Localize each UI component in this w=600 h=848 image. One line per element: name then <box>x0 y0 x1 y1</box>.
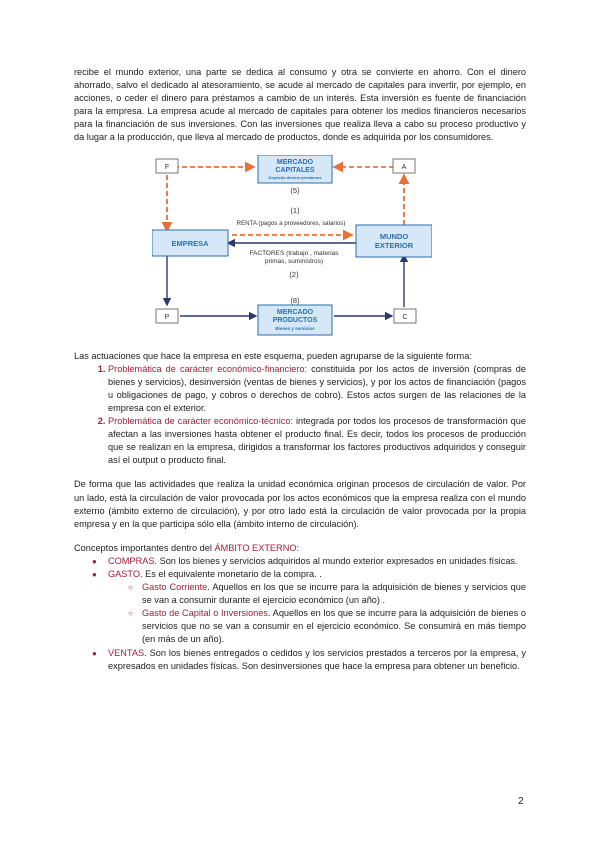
label-5: (5) <box>290 185 300 195</box>
label-1: (1) <box>290 205 300 215</box>
factores-label: FACTORES (trabajo , materias <box>249 249 339 257</box>
gasto-capital-title: Gasto de Capital o Inversiones <box>142 608 268 619</box>
empresa-label: EMPRESA <box>171 238 209 248</box>
concepts-list <box>74 555 526 673</box>
mercado-productos-label-2: PRODUCTOS <box>272 316 318 324</box>
problematica-list <box>74 363 526 468</box>
page-body <box>74 66 526 673</box>
box-c-label: C <box>402 313 408 321</box>
gasto-corriente-text: . Aquellos en los que se incurre para la adquisición de bienes y servicios que se van a consumir durante el ejercicio económico (un año) . <box>142 582 526 606</box>
economic-flow-diagram <box>152 155 432 339</box>
mundo-exterior-label: MUNDO <box>379 231 409 241</box>
renta-label: RENTA (pagos a proveedores, salarios) <box>236 219 346 227</box>
diagram-svg <box>152 155 432 339</box>
list-item <box>108 415 526 467</box>
page-number: 2 <box>518 796 524 807</box>
list-item-title: Problemática de carácter económico-financiero: <box>108 363 308 374</box>
intro-paragraph: recibe el mundo exterior, una parte se dedica al consumo y otra se convierte en ahorro. Con el dinero ahorrado, salvo el dedicado al atesoramiento, se acude al mercado de capitales para invertir, por ejemplo, en acciones, o ceder el dinero para préstamos a cambio de un interés. Esta inversión es fuente de financiación para la empresa. La empresa acude al mercado de capitales para obtener los medios financieros necesarios para la financiación de sus inversiones. Con las inversiones que realiza lleva a cabo su proceso productivo y da lugar a la producción, que lleva al mercado de productos, donde es adquirida por los consumidores. <box>74 67 526 143</box>
label-8: (8) <box>290 295 300 305</box>
list-item-text: constituida por los actos de inversión (compras de bienes y servicios), desinversión (ventas de bienes y servicios), y por los actos de financiación (pagos u obligaciones de pago, y cobros o derechos de cobro). Estos actos surgen de las relaciones de la empresa con el exterior. <box>108 363 526 413</box>
ventas-title: VENTAS <box>108 647 145 658</box>
concepts-colon: : <box>296 542 300 553</box>
list-item <box>108 363 526 415</box>
gasto-text: . Es el equivalente monetario de la compra. . <box>140 568 322 579</box>
factores-label-2: primas, suministros) <box>264 257 324 265</box>
circulation-paragraph: De forma que las actividades que realiza la unidad económica originan procesos de circulación de valor. Por un lado, está la circulación de valor provocada por los actos económicos que la empresa realiza con el mundo externo (ámbito externo de circulación), y por otro lado está la circulación de valor provocada por la propia empresa y en la que participa sólo ella (ámbito interno de circulación). <box>74 479 526 529</box>
list-item-gasto-capital <box>142 607 526 646</box>
list-item-gasto-corriente <box>142 581 526 607</box>
gasto-sublist <box>108 581 526 646</box>
mercado-capitales-sub: Depósito dinero/ préstamos <box>268 174 322 180</box>
list-item-compras <box>108 555 526 568</box>
grouping-intro: Las actuaciones que hace la empresa en este esquema, pueden agruparse de la siguiente forma: <box>74 350 472 361</box>
compras-text: . Son los bienes y servicios adquiridos al mundo exterior expresados en unidades físicas. <box>154 555 518 566</box>
mundo-exterior-label-2: EXTERIOR <box>374 240 414 250</box>
concepts-intro <box>74 542 526 555</box>
mercado-capitales-label-2: CAPITALES <box>275 166 315 174</box>
list-item-title: Problemática de carácter económico-técnico: <box>108 416 294 427</box>
concepts-intro-text: Conceptos importantes dentro del <box>74 542 215 553</box>
list-item-text: integrada por todos los procesos de transformación que afectan a las inversiones hasta obtener el producto final. Es decir, todos los procesos de producción que se realizan en la empresa, dirigidos a transformar los factores productivos adquiridos y conseguir así el output o producto final. <box>108 416 526 466</box>
box-a-label: A <box>401 163 407 171</box>
mercado-capitales-label: MERCADO <box>276 158 314 166</box>
box-p-label: P <box>164 313 170 321</box>
box-f-label: F <box>164 163 170 171</box>
gasto-capital-text: . Aquellos en los que se incurre para la adquisición de bienes o servicios que no se van a consumir en el ejercicio económico. Se consumirá en más tiempo (en más de un año). <box>142 608 526 645</box>
mercado-productos-sub: Bienes y servicios <box>275 325 315 331</box>
gasto-title: GASTO <box>108 568 140 579</box>
concepts-highlight: ÁMBITO EXTERNO <box>214 542 297 553</box>
mercado-productos-label: MERCADO <box>276 308 314 316</box>
gasto-corriente-title: Gasto Corriente <box>142 582 208 593</box>
list-item-gasto <box>108 568 526 647</box>
list-item-ventas <box>108 647 526 673</box>
ventas-text: . Son los bienes entregados o cedidos y los servicios prestados a terceros por la empresa, y expresados en unidades físicas. Son desinversiones que hace la empresa para obtener un beneficio. <box>108 647 526 671</box>
compras-title: COMPRAS <box>108 555 155 566</box>
label-2: (2) <box>289 269 299 279</box>
